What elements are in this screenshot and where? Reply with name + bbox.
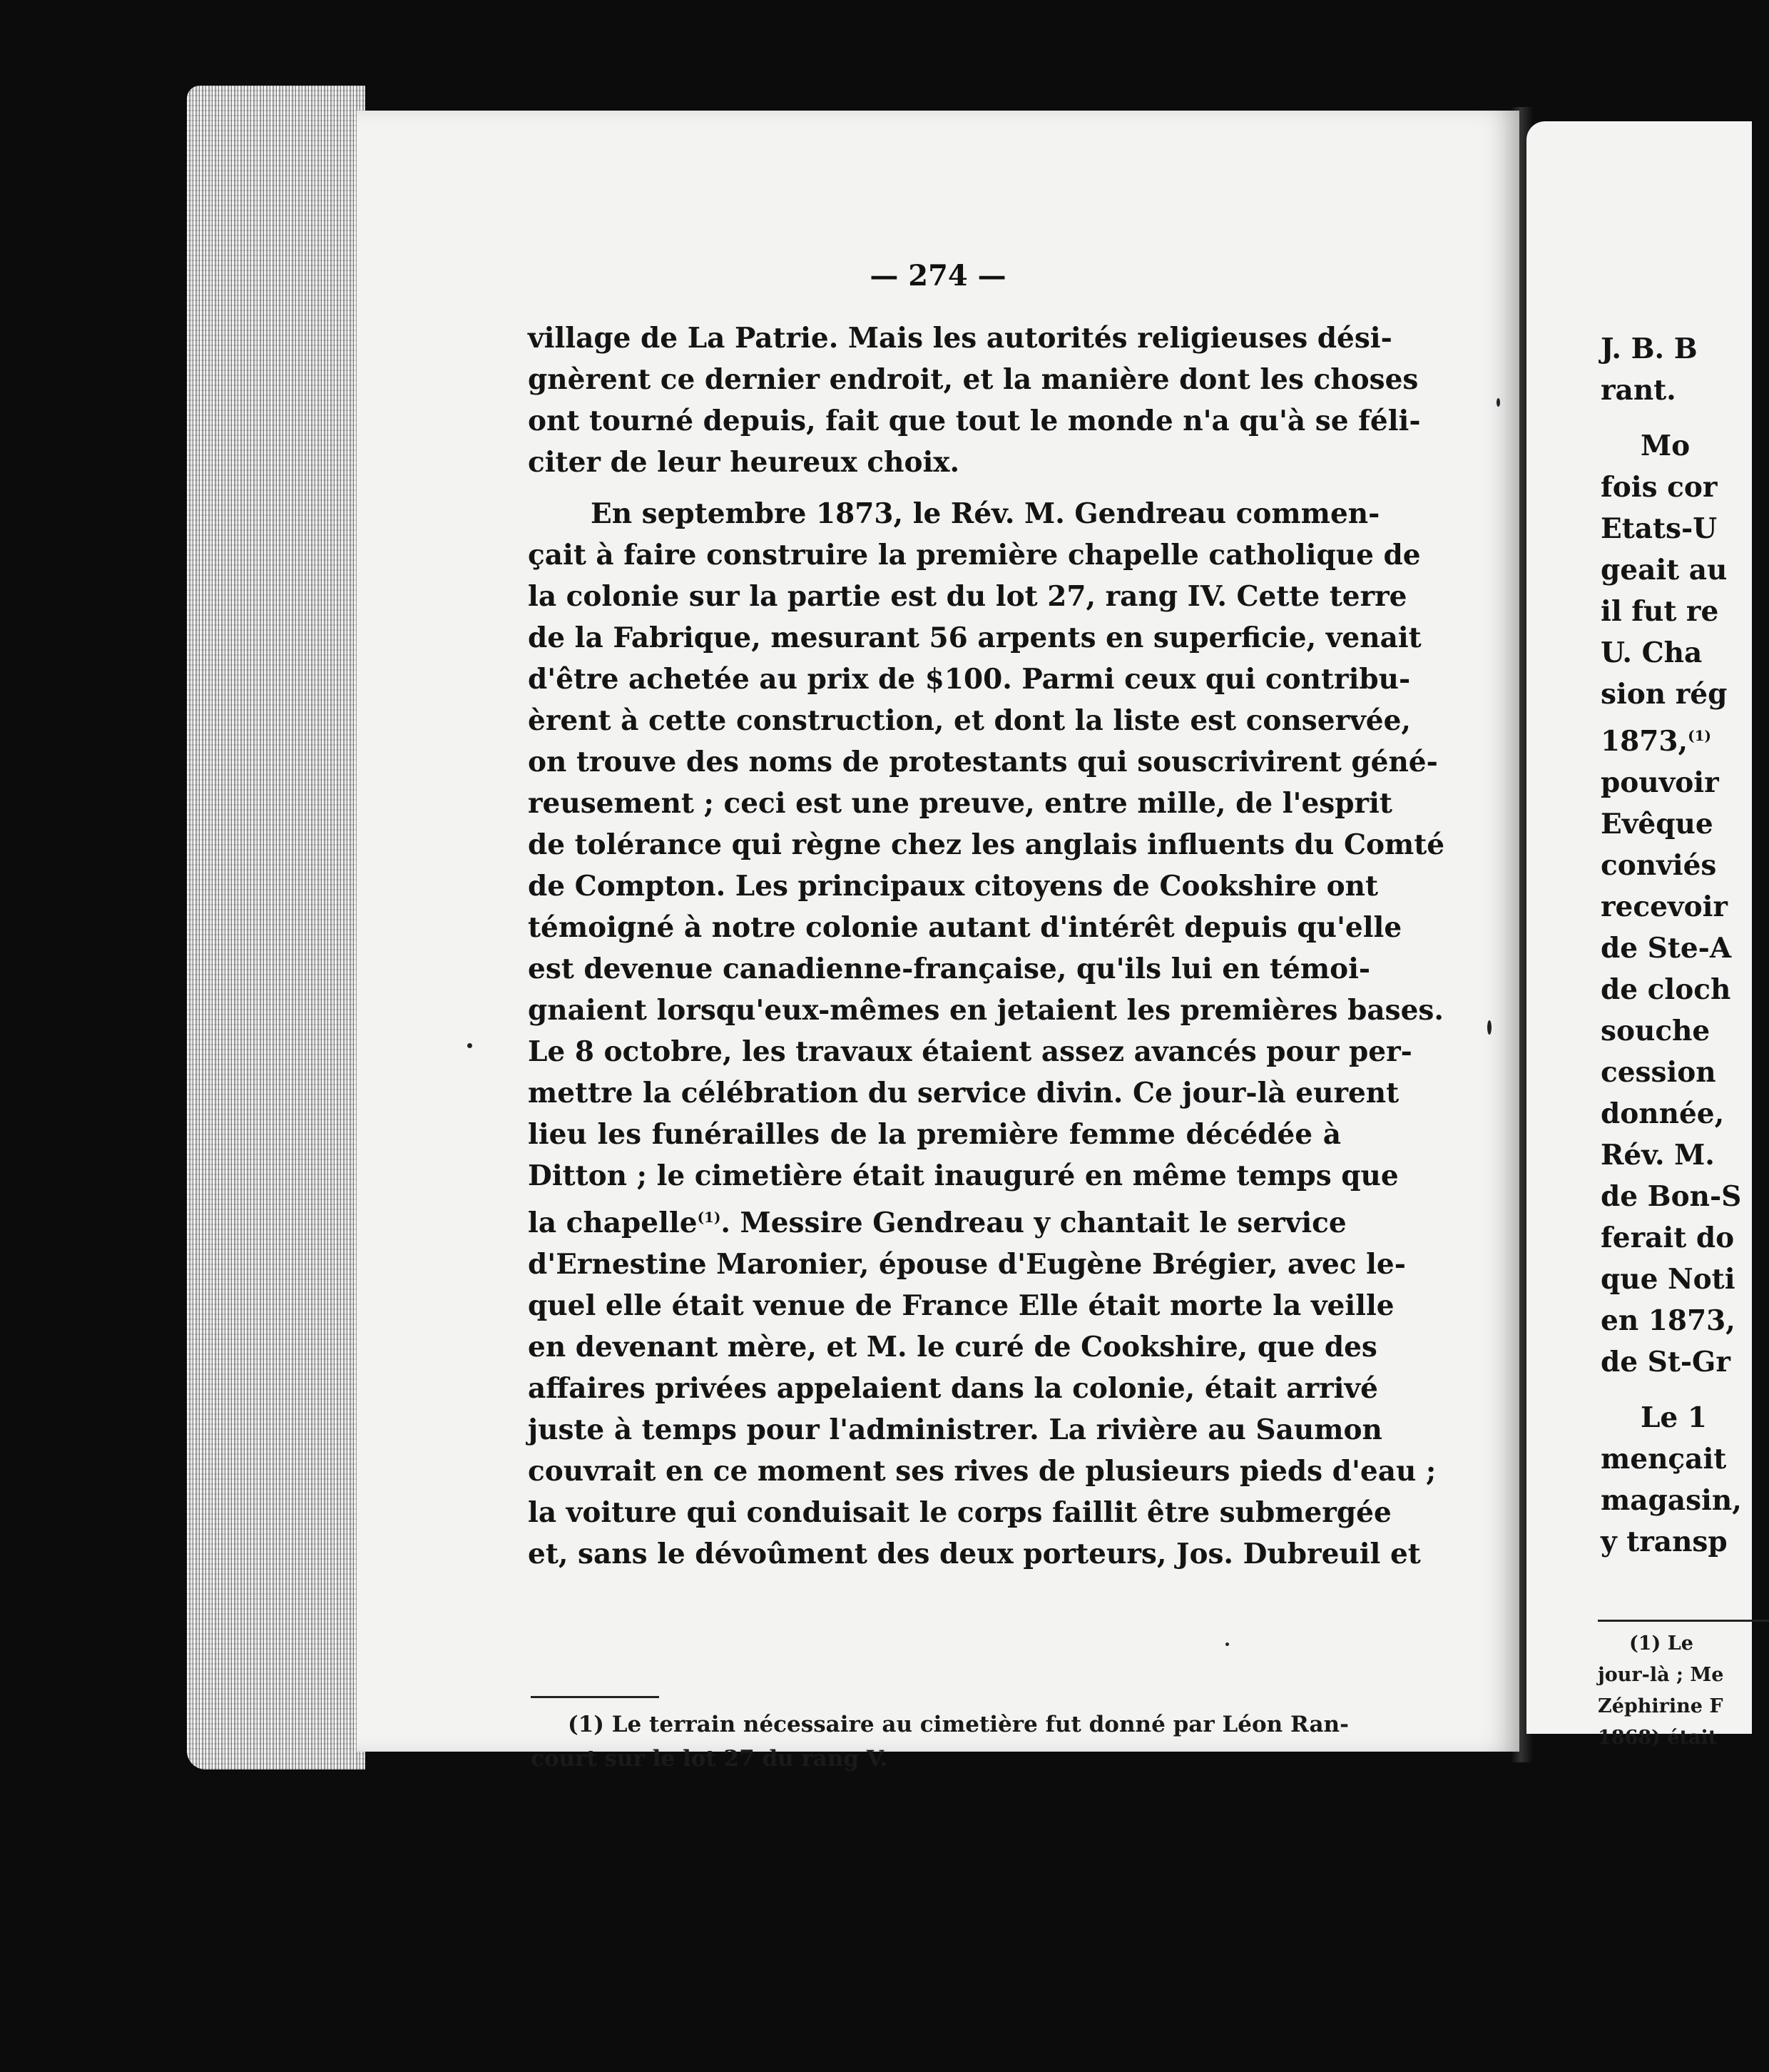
footnote bbox=[1598, 1628, 1769, 1754]
right-page-text bbox=[1601, 328, 1758, 1563]
text-line-with-footnote-ref bbox=[1601, 715, 1758, 762]
text-line: juste à temps pour l'administrer. La rivière au Saumon bbox=[528, 1413, 1382, 1446]
text-line: Le 8 octobre, les travaux étaient assez avancés pour per- bbox=[528, 1035, 1412, 1068]
scan-speck bbox=[1487, 1020, 1492, 1035]
text-line: est devenue canadienne-française, qu'ils lui en témoi- bbox=[528, 953, 1371, 985]
scan-speck bbox=[1497, 398, 1500, 407]
text-line: Rév. M. bbox=[1601, 1139, 1715, 1172]
text-line: çait à faire construire la première chapelle catholique de bbox=[528, 539, 1421, 572]
text-line: èrent à cette construction, et dont la liste est conservée, bbox=[528, 704, 1411, 737]
footnote-line: 1868) était bbox=[1598, 1727, 1718, 1749]
text-line: recevoir bbox=[1601, 890, 1728, 923]
text-fragment: . Messire Gendreau y chantait le service bbox=[720, 1207, 1347, 1239]
text-line: et, sans le dévoûment des deux porteurs, Jos. Dubreuil et bbox=[528, 1538, 1421, 1570]
text-line: mettre la célébration du service divin. Ce jour-là eurent bbox=[528, 1077, 1400, 1109]
text-line: Ditton ; le cimetière était inauguré en même temps que bbox=[528, 1159, 1399, 1192]
text-line: d'Ernestine Maronier, épouse d'Eugène Brégier, avec le- bbox=[528, 1248, 1406, 1281]
text-line: Mo bbox=[1641, 430, 1691, 462]
text-line: de la Fabrique, mesurant 56 arpents en superficie, venait bbox=[528, 621, 1422, 654]
footnote-line: (1) Le bbox=[1629, 1632, 1693, 1655]
text-line: que Noti bbox=[1601, 1263, 1735, 1296]
text-line: il fut re bbox=[1601, 595, 1719, 628]
text-line: J. B. B bbox=[1601, 332, 1698, 365]
text-line: la voiture qui conduisait le corps faillit être submergée bbox=[528, 1496, 1392, 1529]
text-line: gnaient lorsqu'eux-mêmes en jetaient les premières bases. bbox=[528, 994, 1444, 1027]
text-line: village de La Patrie. Mais les autorités religieuses dési- bbox=[528, 322, 1392, 355]
text-line: de Bon-S bbox=[1601, 1180, 1742, 1213]
text-line: conviés bbox=[1601, 849, 1717, 882]
text-line: de cloch bbox=[1601, 973, 1731, 1006]
text-line: fois cor bbox=[1601, 471, 1718, 504]
text-line: cession bbox=[1601, 1056, 1716, 1089]
footnote-reference: (1) bbox=[1688, 727, 1711, 744]
text-line: souche bbox=[1601, 1015, 1711, 1047]
footnote-line: court sur le lot 27 du rang V. bbox=[531, 1746, 888, 1772]
footnote-rule bbox=[1598, 1620, 1769, 1622]
text-line: gnèrent ce dernier endroit, et la manière dont les choses bbox=[528, 363, 1419, 396]
right-page bbox=[1526, 121, 1752, 1749]
text-line: de tolérance qui règne chez les anglais influents du Comté bbox=[528, 828, 1445, 861]
text-line: quel elle était venue de France Elle était morte la veille bbox=[528, 1289, 1395, 1322]
text-line: geait au bbox=[1601, 554, 1728, 586]
text-line-with-footnote-ref bbox=[528, 1197, 1347, 1244]
text-line: couvrait en ce moment ses rives de plusieurs pieds d'eau ; bbox=[528, 1455, 1437, 1488]
text-line: de St-Gr bbox=[1601, 1346, 1730, 1378]
text-line: affaires privées appelaient dans la colonie, était arrivé bbox=[528, 1372, 1378, 1405]
text-line: reusement ; ceci est une preuve, entre mille, de l'esprit bbox=[528, 787, 1392, 820]
text-line: ont tourné depuis, fait que tout le monde n'a qu'à se féli- bbox=[528, 405, 1421, 437]
footnote-rule bbox=[531, 1696, 659, 1698]
text-line: ferait do bbox=[1601, 1222, 1735, 1254]
footnote-line: Zéphirine F bbox=[1598, 1695, 1723, 1717]
text-line: mençait bbox=[1601, 1443, 1727, 1476]
footnote-reference: (1) bbox=[697, 1209, 721, 1226]
text-line: de Ste-A bbox=[1601, 932, 1732, 965]
page-number: — 274 — bbox=[870, 259, 1006, 293]
left-page bbox=[357, 111, 1519, 1772]
text-line: sion rég bbox=[1601, 678, 1728, 711]
text-line: en devenant mère, et M. le curé de Cookshire, que des bbox=[528, 1331, 1377, 1363]
scan-speck bbox=[467, 1043, 472, 1048]
text-line: magasin, bbox=[1601, 1484, 1742, 1517]
text-line: on trouve des noms de protestants qui souscrivirent géné- bbox=[528, 746, 1438, 778]
text-fragment: la chapelle bbox=[528, 1207, 698, 1239]
text-line: rant. bbox=[1601, 374, 1676, 407]
text-line: Evêque bbox=[1601, 808, 1713, 841]
footnote-line: (1) Le terrain nécessaire au cimetière fut donné par Léon Ran- bbox=[568, 1712, 1349, 1737]
text-line: Etats-U bbox=[1601, 512, 1718, 545]
text-line: de Compton. Les principaux citoyens de Cookshire ont bbox=[528, 870, 1378, 903]
text-line: y transp bbox=[1601, 1525, 1728, 1558]
text-line: citer de leur heureux choix. bbox=[528, 446, 960, 479]
text-line: En septembre 1873, le Rév. M. Gendreau commen- bbox=[591, 497, 1380, 530]
book-page-edges bbox=[187, 86, 365, 1769]
text-line: U. Cha bbox=[1601, 636, 1703, 669]
text-line: pouvoir bbox=[1601, 766, 1719, 799]
text-fragment: 1873, bbox=[1601, 725, 1688, 758]
footnote-line: jour-là ; Me bbox=[1598, 1664, 1724, 1686]
footnote bbox=[531, 1707, 1349, 1776]
text-line: en 1873, bbox=[1601, 1304, 1735, 1337]
text-line: témoigné à notre colonie autant d'intérêt depuis qu'elle bbox=[528, 911, 1402, 944]
scan-speck bbox=[1225, 1642, 1229, 1646]
text-line: la colonie sur la partie est du lot 27, rang IV. Cette terre bbox=[528, 580, 1407, 613]
text-line: d'être achetée au prix de $100. Parmi ceux qui contribu- bbox=[528, 663, 1411, 696]
text-line: lieu les funérailles de la première femme décédée à bbox=[528, 1118, 1341, 1151]
text-line: donnée, bbox=[1601, 1097, 1725, 1130]
body-text bbox=[528, 318, 1445, 1575]
text-line: Le 1 bbox=[1641, 1401, 1707, 1434]
